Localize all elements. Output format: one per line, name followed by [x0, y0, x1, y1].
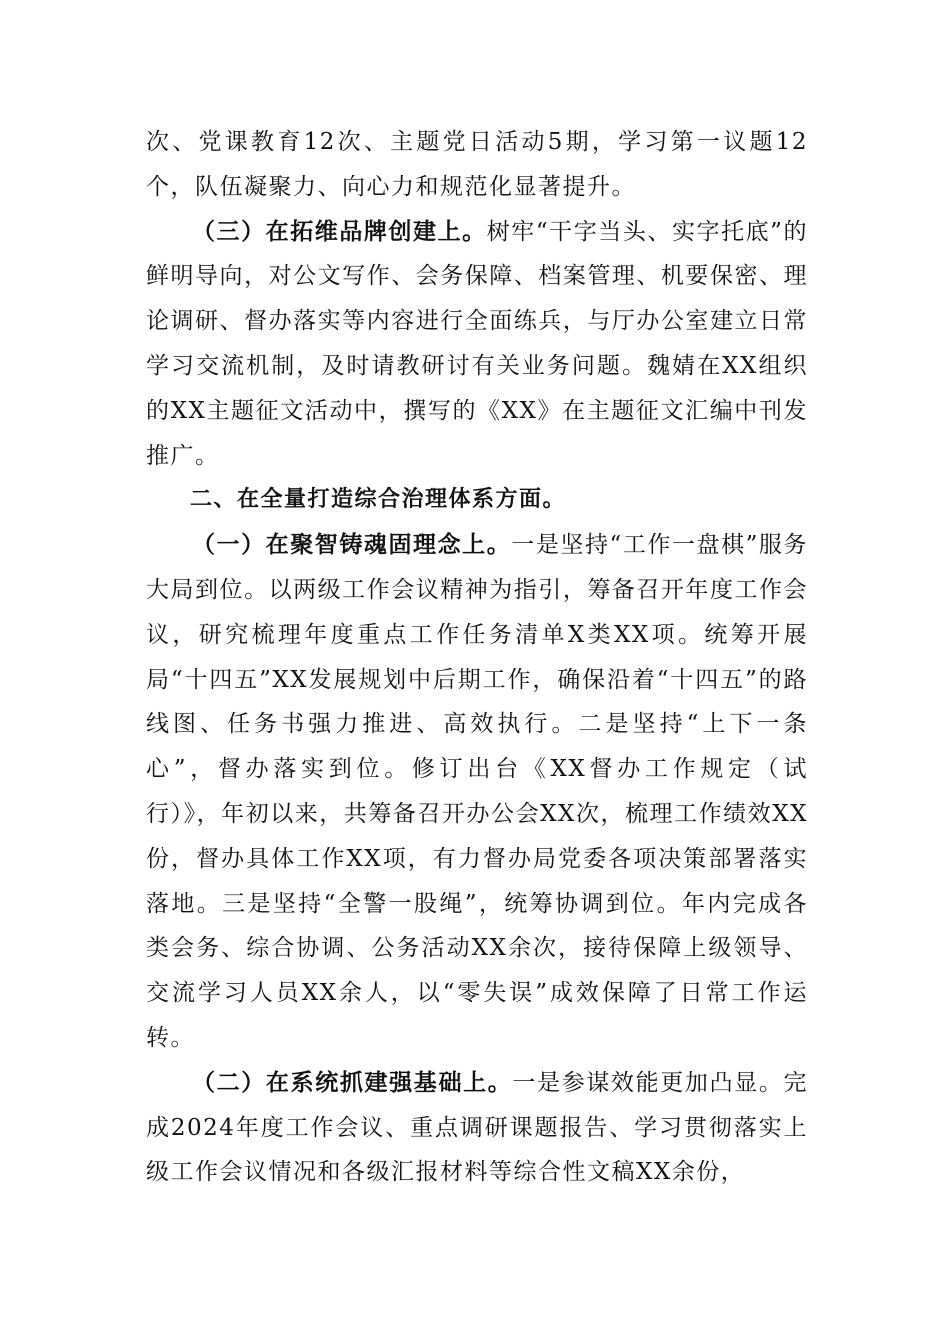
document-body	[146, 120, 808, 1195]
section-heading: 二、在全量打造综合治理体系方面。	[190, 487, 567, 513]
paragraph-text: 树牢“干字当头、实字托底”的鲜明导向，对公文写作、会务保障、档案管理、机要保密、理论调研、督办落实等内容进行全面练兵，与厅办公室建立日常学习交流机制，及时请教研讨有关业务问题。魏婧在XX组织的XX主题征文活动中，撰写的《XX》在主题征文汇编中刊发推广。	[146, 218, 808, 469]
paragraph-text: 一是参谋效能更加凸显。完成2024年度工作会议、重点调研课题报告、学习贯彻落实上级工作会议情况和各级汇报材料等综合性文稿XX余份，	[146, 1069, 809, 1186]
paragraph-text: 一是坚持“工作一盘棋”服务大局到位。以两级工作会议精神为指引，筹备召开年度工作会议，研究梳理年度重点工作任务清单X类XX项。统筹开展局“十四五”XX发展规划中后期工作，确保沿着“十四五”的路线图、任务书强力推进、高效执行。二是坚持“上下一条心”，督办落实到位。修订出台《XX督办工作规定（试行）》，年初以来，共筹备召开办公会XX次，梳理工作绩效XX份，督办具体工作XX项，有力督办局党委各项决策部署落实落地。三是坚持“全警一股绳”，统筹协调到位。年内完成各类会务、综合协调、公务活动XX余次，接待保障上级领导、交流学习人员XX余人，以“零失误”成效保障了日常工作运转。	[146, 532, 808, 1051]
paragraph-lead: （一）在聚智铸魂固理念上。	[192, 531, 512, 559]
paragraph-concept	[146, 523, 808, 1061]
paragraph-text: 次、党课教育12次、主题党日活动5期，学习第一议题12个，队伍凝聚力、向心力和规范化显著提升。	[146, 129, 808, 200]
paragraph-brand-building	[146, 210, 808, 479]
paragraph-continuation	[146, 120, 808, 210]
paragraph-lead: （二）在系统抓建强基础上。	[192, 1068, 513, 1096]
paragraph-lead: （三）在拓维品牌创建上。	[192, 217, 487, 245]
paragraph-foundation	[146, 1061, 808, 1195]
